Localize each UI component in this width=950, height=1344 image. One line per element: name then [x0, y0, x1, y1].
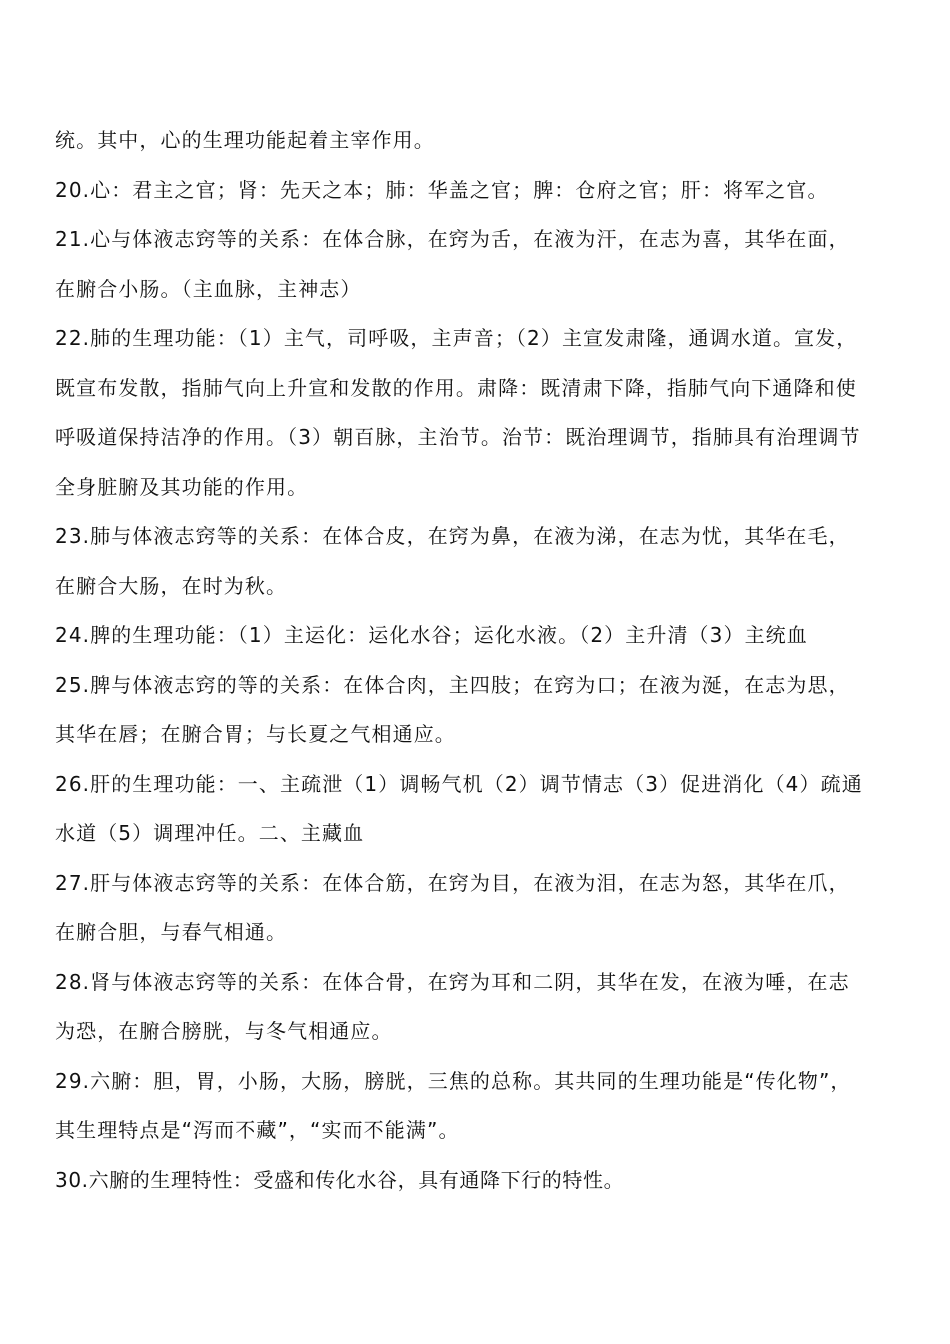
document-body — [55, 116, 900, 1205]
text-line: 为恐，在腑合膀胱，与冬气相通应。 — [55, 1019, 393, 1043]
text-line: 既宣布发散，指肺气向上升宣和发散的作用。肃降：既清肃下降，指肺气向下通降和使 — [55, 375, 857, 400]
text-line: 其生理特点是“泻而不藏”，“实而不能满”。 — [55, 1118, 460, 1142]
text-line: 水道（5）调理冲任。二、主藏血 — [55, 821, 365, 845]
text-line: 全身脏腑及其功能的作用。 — [55, 474, 309, 499]
text-line: 统。其中，心的生理功能起着主宰作用。 — [55, 128, 435, 152]
text-line: 21.心与体液志窍等的关系：在体合脉，在窍为舌，在液为汗，在志为喜，其华在面， — [55, 227, 850, 251]
text-line: 26.肝的生理功能：一、主疏泄（1）调畅气机（2）调节情志（3）促进消化（4）疏通 — [55, 771, 863, 796]
text-line: 29.六腑：胆，胃，小肠，大肠，膀胱，三焦的总称。其共同的生理功能是“传化物”， — [55, 1068, 852, 1093]
text-line: 22.肺的生理功能：（1）主气，司呼吸，主声音；（2）主宣发肃隆，通调水道。宣发， — [55, 326, 858, 350]
text-line: 25.脾与体液志窍的等的关系：在体合肉，主四肢；在窍为口；在液为涎，在志为思， — [55, 672, 850, 697]
text-line: 其华在唇；在腑合胃；与长夏之气相通应。 — [55, 722, 456, 746]
text-line: 28.肾与体液志窍等的关系：在体合骨，在窍为耳和二阴，其华在发，在液为唾，在志 — [55, 969, 850, 994]
text-line: 在腑合大肠，在时为秋。 — [55, 573, 288, 598]
text-line: 30.六腑的生理特性：受盛和传化水谷，具有通降下行的特性。 — [55, 1167, 625, 1192]
text-line: 24.脾的生理功能：（1）主运化：运化水谷；运化水液。（2）主升清（3）主统血 — [55, 623, 808, 647]
text-line: 呼吸道保持洁净的作用。（3）朝百脉，主治节。治节：既治理调节，指肺具有治理调节 — [55, 425, 861, 449]
text-line: 在腑合胆，与春气相通。 — [55, 920, 288, 944]
text-line: 20.心：君主之官；肾：先天之本；肺：华盖之官；脾：仓府之官；肝：将军之官。 — [55, 177, 829, 202]
text-line: 27.肝与体液志窍等的关系：在体合筋，在窍为目，在液为泪，在志为怒，其华在爪， — [55, 870, 850, 895]
text-line: 23.肺与体液志窍等的关系：在体合皮，在窍为鼻，在液为涕，在志为忧，其华在毛， — [55, 524, 850, 548]
text-line: 在腑合小肠。（主血脉，主神志） — [55, 276, 362, 301]
